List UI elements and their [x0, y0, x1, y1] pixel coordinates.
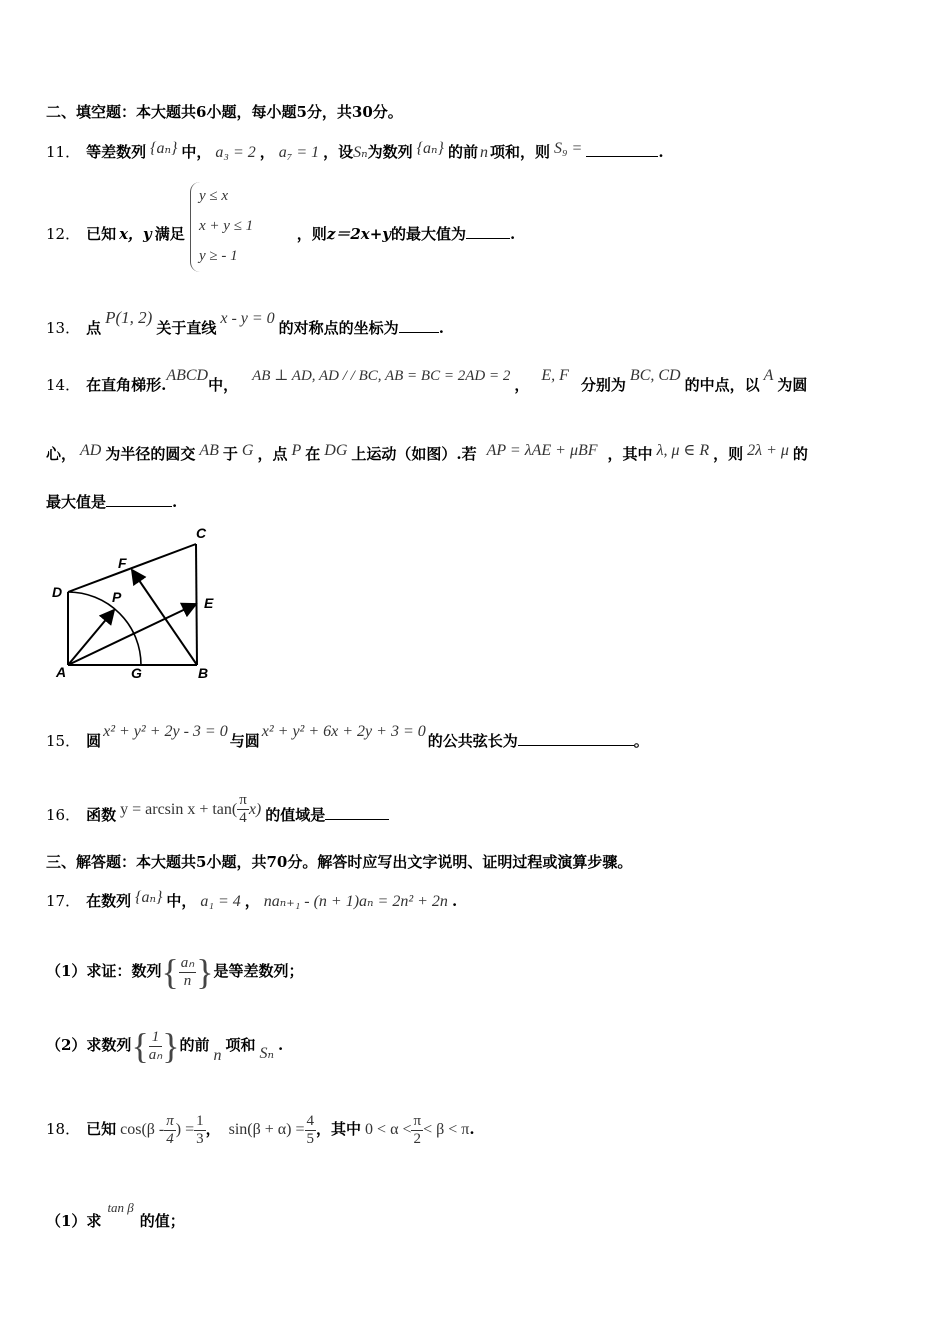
- q18-end: .: [469, 1120, 475, 1138]
- q14-text: ，: [514, 376, 530, 394]
- label-e: E: [204, 595, 214, 611]
- q11-text: ，设: [323, 143, 354, 161]
- label-f: F: [118, 555, 127, 571]
- q14-text: ，其中: [607, 445, 653, 463]
- q18-fraction-pi2: $\frac{\pi}{2}$: [413, 1112, 422, 1147]
- q11-sum-sn: Sₙ: [353, 144, 368, 161]
- answer-blank[interactable]: [399, 318, 439, 333]
- label-d: D: [52, 584, 63, 600]
- question-number: 11．: [46, 143, 81, 161]
- q14-condition: AB ⊥ AD, AD / / BC, AB = BC = 2AD = 2: [252, 368, 511, 384]
- q17-text: 项和: [225, 1036, 256, 1054]
- q16-fraction: $\frac{\pi}{4}$: [239, 792, 247, 826]
- q13-end: .: [438, 319, 444, 337]
- q18-tan: tan β: [107, 1200, 134, 1215]
- question-13: [46, 308, 444, 338]
- q17-text: 在数列: [86, 892, 132, 910]
- q14-center-a: A: [763, 367, 774, 384]
- question-number: 14．: [46, 376, 81, 394]
- q14-text: 上运动（如图）.若: [351, 445, 477, 463]
- q14-point-p: P: [291, 442, 302, 459]
- answer-blank[interactable]: [106, 492, 172, 507]
- question-number: 15．: [46, 732, 81, 750]
- q14-point-g: G: [241, 442, 254, 459]
- question-11: [46, 139, 664, 163]
- answer-blank[interactable]: [586, 142, 658, 157]
- q16-text: 函数: [86, 806, 117, 824]
- q17-fraction: $\frac{\text{aₙ}}{n}$: [180, 954, 195, 989]
- q14-expression: 2λ + μ: [747, 442, 789, 459]
- question-number: 16．: [46, 806, 81, 824]
- q18-part-1: [46, 1198, 185, 1231]
- q14-text: 为圆: [777, 376, 808, 394]
- q14-text: 最大值是: [46, 493, 107, 511]
- q14-trapezoid: ABCD: [166, 367, 209, 384]
- q18-cos: ) =: [175, 1121, 195, 1138]
- q18-fraction-45: $\frac{4}{5}$: [306, 1112, 315, 1147]
- q17-text: ，: [244, 892, 260, 910]
- vector-ap: [68, 610, 114, 665]
- q14-vector-equation: AP = λAE + μBF: [486, 442, 598, 459]
- label-a: A: [56, 664, 67, 680]
- q16-function-end: x): [248, 801, 262, 818]
- q18-fraction-pi4: $\frac{\pi}{4}$: [166, 1112, 174, 1147]
- q18-text: ，其中: [316, 1120, 362, 1138]
- q11-text: 等差数列: [86, 143, 147, 161]
- question-14-line-3: [46, 492, 177, 512]
- question-16: [46, 792, 389, 827]
- q12-constraint-1: y ≤ x: [199, 188, 229, 204]
- q17-recurrence: naₙ₊₁ - (n + 1)aₙ = 2n² + 2n: [263, 893, 448, 910]
- q17-initial: a₁ = 4: [200, 893, 241, 910]
- question-14-line-2: [46, 441, 808, 464]
- question-17: [46, 888, 457, 912]
- question-15: [46, 722, 649, 751]
- q11-sequence: {aₙ}: [416, 140, 444, 157]
- q11-n: n: [479, 144, 488, 161]
- q17-part-label: （1）求证：数列: [46, 962, 162, 980]
- q17-fraction: $\frac{1}{\text{aₙ}}$: [148, 1028, 163, 1063]
- label-g: G: [131, 665, 142, 681]
- q13-text: 点: [86, 319, 102, 337]
- question-18: [46, 1106, 475, 1153]
- q12-text: ，则: [296, 225, 327, 243]
- q17-end: .: [278, 1036, 284, 1054]
- q14-text: 心，: [46, 445, 77, 463]
- answer-blank[interactable]: [325, 805, 389, 820]
- answer-blank[interactable]: [518, 731, 634, 746]
- q18-text: 的值；: [139, 1212, 185, 1230]
- q18-inequality: 0 < α <: [365, 1121, 412, 1138]
- q14-text: ，点: [257, 445, 288, 463]
- label-p: P: [112, 589, 122, 605]
- section-heading-fill-in: [46, 102, 403, 122]
- question-number: 13．: [46, 319, 81, 337]
- q14-text: 中，: [208, 376, 239, 394]
- q15-text: 圆: [86, 732, 102, 750]
- answer-blank[interactable]: [466, 224, 510, 239]
- q17-text: 是等差数列；: [213, 962, 304, 980]
- q13-text: 的对称点的坐标为: [278, 319, 399, 337]
- q12-objective: z＝2x+y: [326, 225, 391, 243]
- q14-text: 在直角梯形.: [86, 376, 167, 394]
- q17-part-label: （2）求数列: [46, 1036, 132, 1054]
- q18-cos: cos(β -: [120, 1121, 165, 1138]
- label-c: C: [196, 525, 207, 541]
- q18-fraction-13: $\frac{1}{3}$: [196, 1112, 204, 1147]
- q11-condition-a7: a₇ = 1: [278, 144, 320, 161]
- q18-inequality: < β < π: [423, 1121, 470, 1138]
- q16-text: 的值域是: [265, 806, 326, 824]
- q11-text: 的前: [447, 143, 478, 161]
- q14-text: 在: [305, 445, 321, 463]
- q11-text: 为数列: [367, 143, 413, 161]
- section-heading-solutions: [46, 852, 632, 872]
- q14-text: 为半径的圆交: [105, 445, 196, 463]
- arc-dg: [68, 592, 141, 665]
- q14-points-ef: E, F: [541, 367, 569, 384]
- q18-sin: sin(β + α) =: [228, 1121, 305, 1138]
- q17-sequence: {aₙ}: [135, 889, 163, 906]
- q13-line: x - y = 0: [220, 310, 275, 327]
- q15-end: 。: [633, 732, 649, 750]
- q14-params: λ, μ ∈ R: [656, 442, 710, 459]
- q11-text: ，: [259, 143, 275, 161]
- section-heading-text: 二、填空题：本大题共6小题，每小题5分，共30分。: [46, 103, 403, 121]
- q17-part-2: （2）求数列{ $\frac{1}{\text{aₙ}}$ }的前n项和 Sₙ .: [46, 1026, 284, 1066]
- q14-text: 的中点，以: [684, 376, 760, 394]
- q12-constraint-2: x + y ≤ 1: [199, 218, 254, 234]
- edge-cd: [68, 544, 196, 592]
- q12-constraint-3: y ≥ - 1: [199, 248, 238, 264]
- q14-text: 的: [792, 445, 808, 463]
- q16-function: y = arcsin x + tan(: [120, 801, 238, 818]
- q17-end: .: [451, 892, 458, 910]
- q12-end: .: [510, 225, 516, 243]
- q12-text: 的最大值为: [391, 225, 467, 243]
- q11-condition-a3: a₃ = 2: [215, 144, 256, 161]
- q14-segments: BC, CD: [629, 367, 681, 384]
- q15-text: 的公共弦长为: [427, 732, 518, 750]
- q17-text: 中，: [166, 892, 197, 910]
- q13-text: 关于直线: [156, 319, 217, 337]
- q11-text: 中，: [181, 143, 212, 161]
- question-14: [46, 366, 807, 395]
- q18-text: ，: [205, 1120, 221, 1138]
- q14-arc-dg: DG: [324, 442, 348, 459]
- question-number: 12．: [46, 225, 81, 243]
- q17-n: n: [213, 1047, 222, 1064]
- section-heading-text: 三、解答题：本大题共5小题，共70分。解答时应写出文字说明、证明过程或演算步骤。: [46, 853, 633, 871]
- trapezoid-figure: [46, 522, 236, 682]
- question-12: [46, 224, 515, 244]
- q13-point: P(1, 2): [105, 308, 153, 327]
- q14-radius: AD: [80, 442, 102, 459]
- q17-text: 的前: [179, 1036, 210, 1054]
- q17-part-1: （1）求证：数列{ $\frac{\text{aₙ}}{n}$ }是等差数列；: [46, 952, 304, 992]
- q11-end: .: [658, 143, 664, 161]
- q12-text: 已知: [86, 225, 117, 243]
- q11-text: 项和，则: [489, 143, 550, 161]
- question-number: 18．: [46, 1120, 81, 1138]
- vector-bf: [132, 570, 197, 665]
- q14-text: ，则: [713, 445, 744, 463]
- q12-text: 满足: [154, 225, 185, 243]
- q14-text: 于: [222, 445, 238, 463]
- q18-part-label: （1）求: [46, 1212, 102, 1230]
- question-number: 17．: [46, 892, 81, 910]
- q15-text: 与圆: [229, 732, 260, 750]
- q12-vars: x，y: [119, 225, 152, 243]
- q15-circle-1: x² + y² + 2y - 3 = 0: [103, 723, 228, 740]
- q11-s9: S₉ =: [553, 140, 583, 157]
- q14-end: .: [172, 493, 178, 511]
- q11-sequence: {aₙ}: [150, 140, 178, 157]
- label-b: B: [198, 665, 209, 681]
- q17-sn: Sₙ: [259, 1045, 275, 1062]
- q15-circle-2: x² + y² + 6x + 2y + 3 = 0: [261, 723, 426, 740]
- q14-text: 分别为: [580, 376, 626, 394]
- q14-segment-ab: AB: [199, 442, 219, 459]
- q18-text: 已知: [86, 1120, 117, 1138]
